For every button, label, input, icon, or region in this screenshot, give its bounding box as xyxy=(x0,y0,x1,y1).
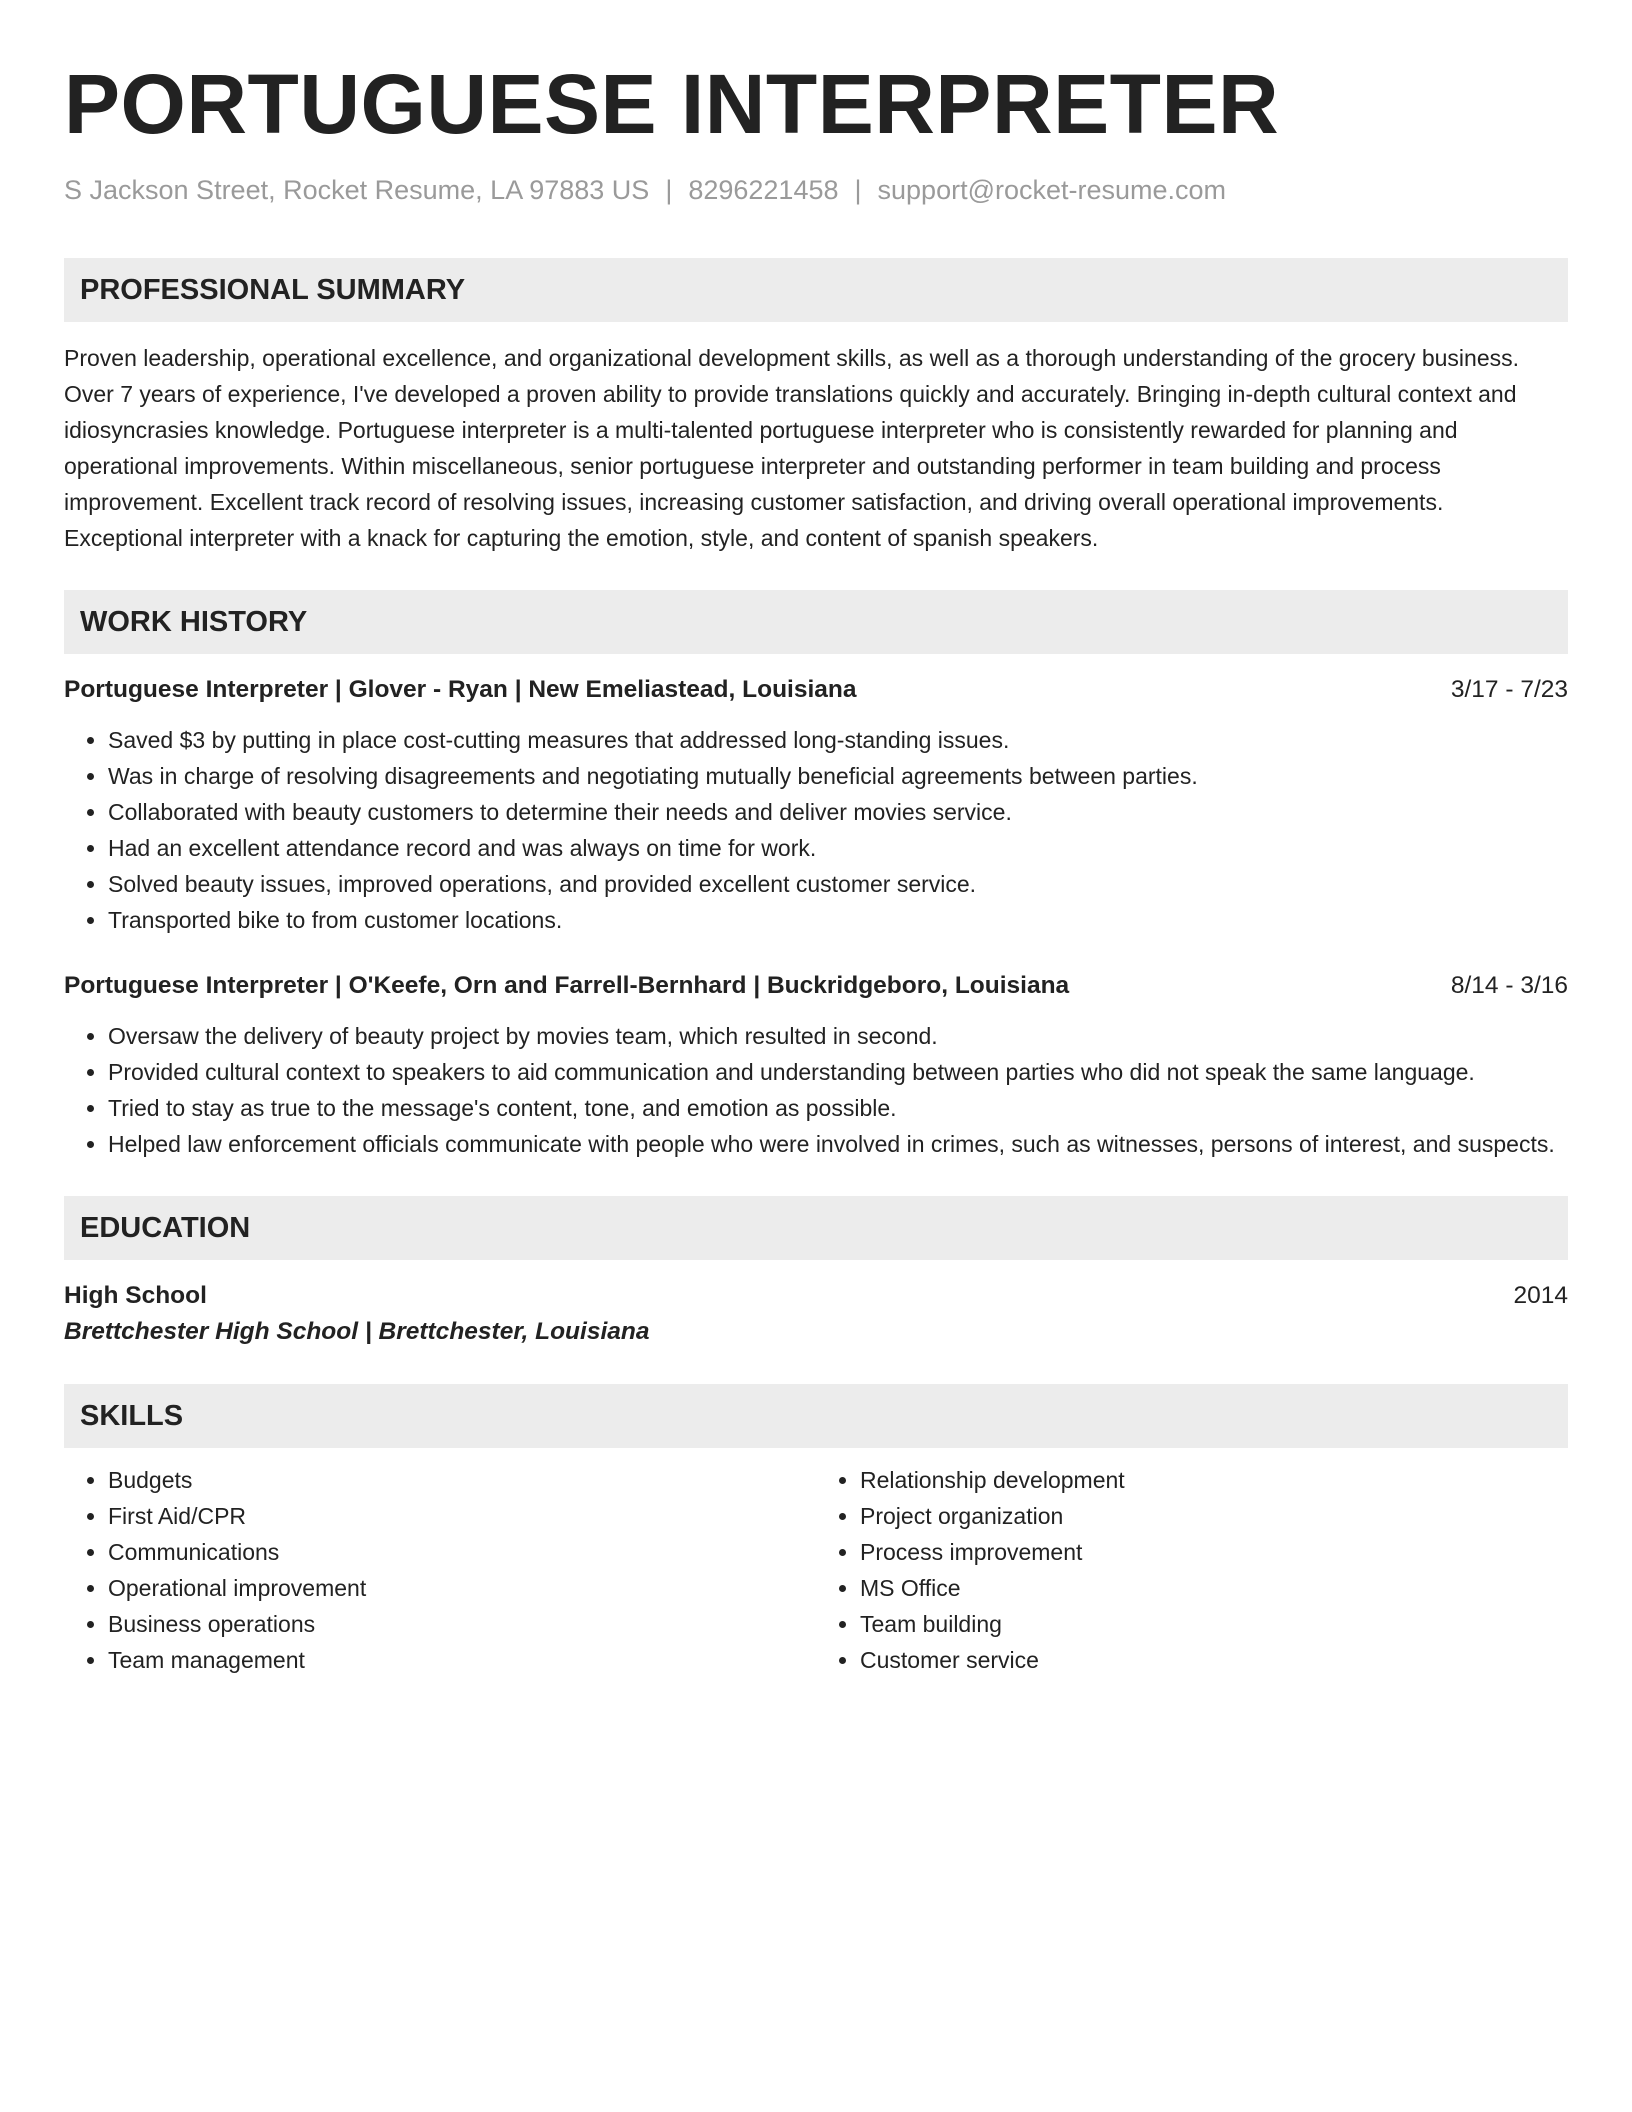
contact-separator: | xyxy=(665,175,673,205)
skill-item: • Team building xyxy=(860,1606,1568,1642)
contact-address: S Jackson Street, Rocket Resume, LA 97883 US xyxy=(64,175,650,205)
skill-item: • Relationship development xyxy=(860,1462,1568,1498)
job-entry xyxy=(64,968,1568,1162)
education-year: 2014 xyxy=(1513,1282,1568,1309)
skill-item: • Customer service xyxy=(860,1642,1568,1678)
skill-item: • Communications xyxy=(108,1534,816,1570)
job-header xyxy=(64,968,1568,1004)
job-bullet: • Was in charge of resolving disagreements and negotiating mutually beneficial agreements between parties. xyxy=(108,758,1568,794)
job-bullet: • Solved beauty issues, improved operations, and provided excellent customer service. xyxy=(108,866,1568,902)
summary-text: Proven leadership, operational excellence, and organizational development skills, as well as a thorough understanding of the grocery business. Over 7 years of experience, I've developed a proven ability to provide translations quickly and accurately. Bringing in-depth cultural context and idiosyncrasies knowledge. Portuguese interpreter is a multi-talented portuguese interpreter who is consistently rewarded for planning and operational improvements. Within miscellaneous, senior portuguese interpreter and outstanding performer in team building and process improvement. Excellent track record of resolving issues, increasing customer satisfaction, and driving overall operational improvements. Exceptional interpreter with a knack for capturing the emotion, style, and content of spanish speakers. xyxy=(64,345,1519,551)
skill-item: • Process improvement xyxy=(860,1534,1568,1570)
job-bullet: • Oversaw the delivery of beauty project by movies team, which resulted in second. xyxy=(108,1018,1568,1054)
job-dates: 3/17 - 7/23 xyxy=(1450,676,1568,703)
skill-item: • Team management xyxy=(108,1642,816,1678)
section-header-work-history: WORK HISTORY xyxy=(64,590,1568,654)
contact-email: support@rocket-resume.com xyxy=(877,175,1227,205)
skills-grid xyxy=(64,1462,1568,1678)
job-dates: 8/14 - 3/16 xyxy=(1450,972,1568,999)
candidate-name: PORTUGUESE INTERPRETER xyxy=(64,57,1280,151)
job-entry xyxy=(64,672,1568,938)
skill-item: • Business operations xyxy=(108,1606,816,1642)
job-bullets xyxy=(64,722,1568,938)
job-bullet: • Transported bike to from customer locations. xyxy=(108,902,1568,938)
job-bullets xyxy=(64,1018,1568,1162)
skill-item: • MS Office xyxy=(860,1570,1568,1606)
contact-phone: 8296221458 xyxy=(688,175,839,205)
skills-column-left xyxy=(64,1462,816,1678)
section-header-summary: PROFESSIONAL SUMMARY xyxy=(64,258,1568,322)
job-title: Portuguese Interpreter | O'Keefe, Orn and Farrell-Bernhard | Buckridgeboro, Louisiana xyxy=(64,972,1070,999)
skill-item: • Budgets xyxy=(108,1462,816,1498)
job-header xyxy=(64,672,1568,708)
contact-separator: | xyxy=(854,175,862,205)
section-header-skills: SKILLS xyxy=(64,1384,1568,1448)
job-bullet: • Helped law enforcement officials communicate with people who were involved in crimes, such as witnesses, persons of interest, and suspects. xyxy=(108,1126,1568,1162)
job-bullet: • Had an excellent attendance record and was always on time for work. xyxy=(108,830,1568,866)
job-bullet: • Tried to stay as true to the message's content, tone, and emotion as possible. xyxy=(108,1090,1568,1126)
education-school: Brettchester High School | Brettchester, Louisiana xyxy=(64,1318,650,1345)
skills-column-right xyxy=(816,1462,1568,1678)
job-title: Portuguese Interpreter | Glover - Ryan | New Emeliastead, Louisiana xyxy=(64,676,857,703)
job-bullet: • Collaborated with beauty customers to determine their needs and deliver movies service. xyxy=(108,794,1568,830)
job-bullet: • Provided cultural context to speakers to aid communication and understanding between parties who did not speak the same language. xyxy=(108,1054,1568,1090)
contact-line xyxy=(64,172,1568,208)
skill-item: • First Aid/CPR xyxy=(108,1498,816,1534)
education-header xyxy=(64,1278,1568,1314)
skill-item: • Operational improvement xyxy=(108,1570,816,1606)
job-bullet: • Saved $3 by putting in place cost-cutting measures that addressed long-standing issues. xyxy=(108,722,1568,758)
section-header-education: EDUCATION xyxy=(64,1196,1568,1260)
education-degree: High School xyxy=(64,1282,207,1309)
skill-item: • Project organization xyxy=(860,1498,1568,1534)
